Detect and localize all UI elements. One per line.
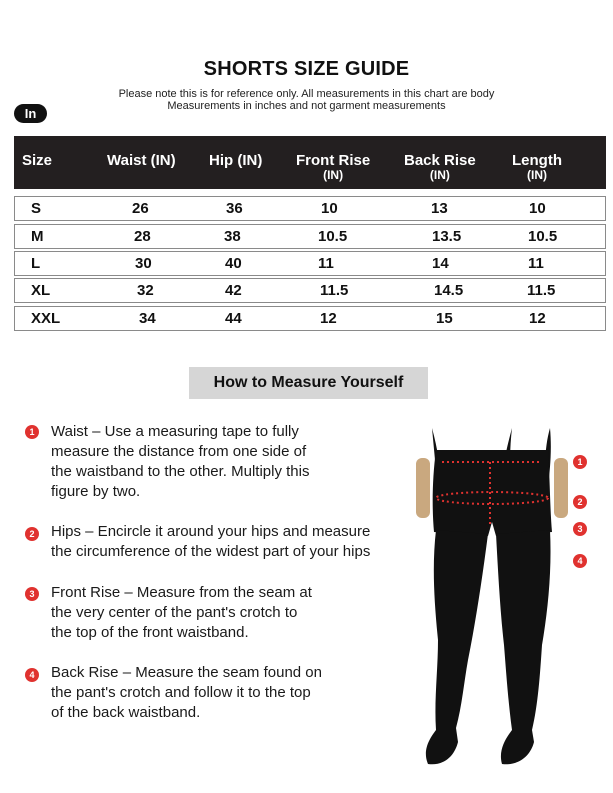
how-to-measure-heading: How to Measure Yourself xyxy=(189,367,428,399)
cell-waist: 26 xyxy=(132,200,149,217)
instruction-back-rise: Back Rise – Measure the seam found on the pant's crotch and follow it to the top of the back waistband. xyxy=(51,664,322,721)
step-number-badge: 2 xyxy=(25,527,39,541)
figure-marker-badge: 1 xyxy=(573,455,587,469)
table-row xyxy=(14,196,606,221)
header-size: Size xyxy=(22,152,53,169)
reference-note-line-1: Please note this is for reference only. All measurements in this chart are body xyxy=(118,88,495,100)
cell-front-rise: 12 xyxy=(320,310,337,327)
cell-back-rise: 13.5 xyxy=(432,228,462,245)
page-title: SHORTS SIZE GUIDE xyxy=(203,58,410,80)
cell-hip: 42 xyxy=(225,282,242,299)
header-front-rise: Front Rise (IN) xyxy=(296,152,371,182)
table-row xyxy=(14,224,606,249)
size-table-header xyxy=(14,136,606,189)
cell-size: XL xyxy=(31,282,51,299)
cell-hip: 38 xyxy=(224,228,241,245)
cell-size: XXL xyxy=(31,310,61,327)
table-row xyxy=(14,278,606,303)
step-number-badge: 1 xyxy=(25,425,39,439)
body-silhouette-figure xyxy=(398,420,608,780)
cell-length: 11 xyxy=(528,255,544,272)
cell-length: 12 xyxy=(529,310,546,327)
right-leg-silhouette xyxy=(496,530,551,764)
header-back-rise: Back Rise (IN) xyxy=(404,152,476,182)
left-arm-skin xyxy=(416,458,430,518)
right-arm-skin xyxy=(554,458,568,518)
instruction-front-rise: Front Rise – Measure from the seam at the very center of the pant's crotch to the top of the front waistband. xyxy=(51,584,312,641)
table-row xyxy=(14,306,606,331)
cell-waist: 30 xyxy=(135,255,152,272)
cell-waist: 34 xyxy=(139,310,156,327)
cell-length: 10.5 xyxy=(528,228,558,245)
cell-size: L xyxy=(31,255,41,272)
cell-back-rise: 14.5 xyxy=(434,282,464,299)
cell-size: M xyxy=(31,228,44,245)
cell-front-rise: 11 xyxy=(318,255,334,272)
header-length: Length (IN) xyxy=(512,152,562,182)
figure-marker-badge: 4 xyxy=(573,554,587,568)
step-number-badge: 3 xyxy=(25,587,39,601)
cell-length: 11.5 xyxy=(527,282,556,299)
unit-badge: In xyxy=(14,104,47,123)
cell-front-rise: 11.5 xyxy=(320,282,349,299)
step-number-badge: 4 xyxy=(25,668,39,682)
cell-back-rise: 15 xyxy=(436,310,453,327)
header-hip: Hip (IN) xyxy=(209,152,263,169)
header-waist: Waist (IN) xyxy=(107,152,176,169)
cell-hip: 40 xyxy=(225,255,242,272)
instruction-waist: Waist – Use a measuring tape to fully measure the distance from one side of the waistband to the other. Multiply this figure by two. xyxy=(51,423,310,500)
cell-length: 10 xyxy=(529,200,546,217)
cell-back-rise: 13 xyxy=(431,200,448,217)
left-leg-silhouette xyxy=(426,530,488,764)
cell-front-rise: 10 xyxy=(321,200,338,217)
cell-waist: 28 xyxy=(134,228,151,245)
cell-back-rise: 14 xyxy=(432,255,449,272)
cell-hip: 36 xyxy=(226,200,243,217)
cell-size: S xyxy=(31,200,42,217)
instruction-hips: Hips – Encircle it around your hips and measure the circumference of the widest part of your hips xyxy=(51,523,371,560)
reference-note-line-2: Measurements in inches and not garment measurements xyxy=(167,100,446,112)
cell-front-rise: 10.5 xyxy=(318,228,348,245)
table-row xyxy=(14,251,606,276)
figure-marker-badge: 3 xyxy=(573,522,587,536)
cell-hip: 44 xyxy=(225,310,242,327)
figure-marker-badge: 2 xyxy=(573,495,587,509)
cell-waist: 32 xyxy=(137,282,154,299)
